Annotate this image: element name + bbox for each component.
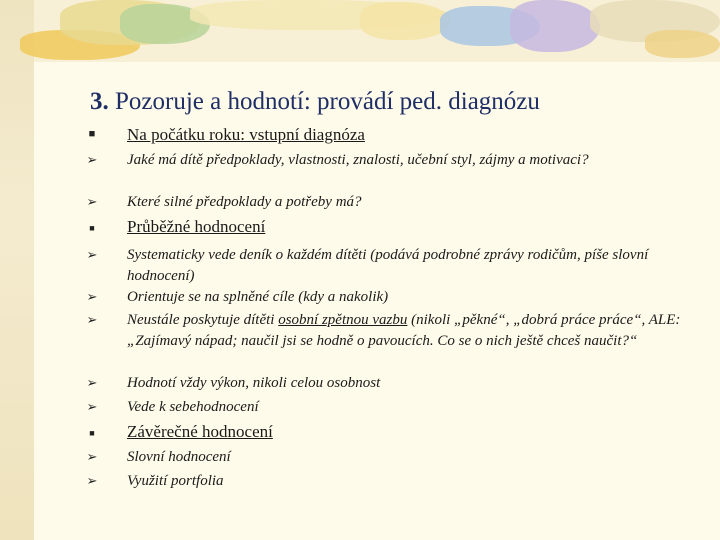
slide-title [90, 88, 540, 116]
item-text: Závěrečné hodnocení [127, 422, 273, 441]
title-number: 3. [90, 88, 109, 115]
arrowhead-bullet-icon: ➢ [86, 289, 98, 304]
arrowhead-bullet-icon: ➢ [86, 449, 98, 464]
item-text: Na počátku roku: vstupní diagnóza [127, 125, 365, 144]
title-text: Pozoruje a hodnotí: provádí ped. diagnózu [115, 88, 540, 115]
arrowhead-bullet-icon: ➢ [86, 473, 98, 488]
item-text: Hodnotí vždy výkon, nikoli celou osobnost [127, 375, 381, 391]
small-square-bullet-icon: ■ [89, 223, 95, 233]
underlined-phrase: osobní zpětnou vazbu [278, 312, 408, 328]
arrowhead-bullet-icon: ➢ [86, 375, 98, 390]
arrowhead-bullet-icon: ➢ [86, 152, 98, 167]
item-text: Které silné předpoklady a potřeby má? [127, 194, 362, 210]
square-bullet-icon: ■ [88, 128, 96, 140]
item-text: Průběžné hodnocení [127, 217, 266, 236]
small-square-bullet-icon: ■ [89, 428, 95, 438]
item-text: Systematicky vede deník o každém dítěti (podává podrobné zprávy rodičům, píše slovní hodnocení) [127, 247, 649, 284]
item-text: Vede k sebehodnocení [127, 399, 259, 415]
decorative-banner [0, 0, 720, 62]
arrowhead-bullet-icon: ➢ [86, 312, 98, 327]
arrowhead-bullet-icon: ➢ [86, 194, 98, 209]
arrowhead-bullet-icon: ➢ [86, 399, 98, 414]
item-text: Slovní hodnocení [127, 449, 231, 465]
left-frame [0, 0, 34, 540]
item-text: Využití portfolia [127, 473, 224, 489]
item-text: Jaké má dítě předpoklady, vlastnosti, znalosti, učební styl, zájmy a motivaci? [127, 152, 589, 168]
item-text: Neustále poskytuje dítěti osobní zpětnou vazbu (nikoli „pěkné“, „dobrá práce práce“, ALE: „Zajímavý nápad; naučil jsi se hodně o pavoucích. Co se o nich ještě chceš naučit?“ [127, 312, 681, 349]
item-text: Orientuje se na splněné cíle (kdy a nakolik) [127, 289, 389, 305]
arrowhead-bullet-icon: ➢ [86, 247, 98, 262]
